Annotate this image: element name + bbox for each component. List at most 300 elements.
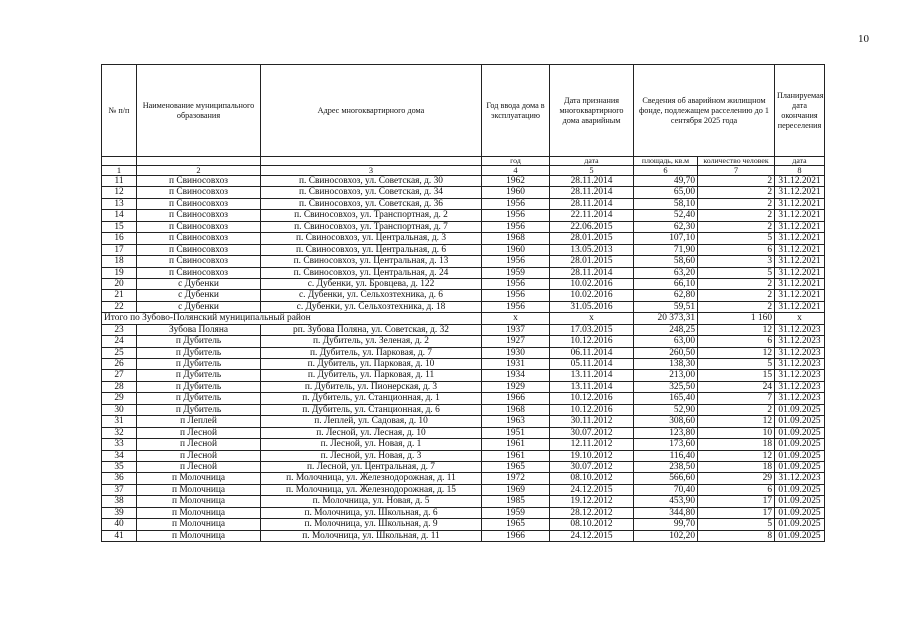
address-cell: с. Дубенки, ул. Бровцева, д. 122 — [261, 278, 482, 289]
subheader-planned: дата — [775, 157, 825, 166]
table-row — [102, 210, 825, 221]
table-row — [102, 439, 825, 450]
people-cell: 12 — [698, 450, 775, 461]
total-area: 20 373,31 — [634, 313, 698, 324]
address-cell: п. Молочница, ул. Железнодорожная, д. 11 — [261, 473, 482, 484]
date-cell: 22.11.2014 — [550, 210, 634, 221]
area-cell: 52,90 — [634, 404, 698, 415]
people-cell: 6 — [698, 484, 775, 495]
year-cell: 1959 — [482, 507, 550, 518]
planned-date-cell: 31.12.2021 — [775, 278, 825, 289]
year-cell: 1968 — [482, 233, 550, 244]
table-row — [102, 324, 825, 335]
date-cell: 13.11.2014 — [550, 381, 634, 392]
address-cell: п. Дубитель, ул. Парковая, д. 7 — [261, 347, 482, 358]
header-planned: Планируемая дата окончания переселения — [775, 65, 825, 157]
planned-date-cell: 31.12.2023 — [775, 359, 825, 370]
planned-date-cell: 31.12.2021 — [775, 301, 825, 312]
address-cell: п. Молочница, ул. Железнодорожная, д. 15 — [261, 484, 482, 495]
date-cell: 24.12.2015 — [550, 530, 634, 541]
area-cell: 173,60 — [634, 439, 698, 450]
municipality-cell: п Дубитель — [137, 393, 261, 404]
table-row — [102, 347, 825, 358]
row-number: 35 — [102, 461, 137, 472]
address-cell: п. Свиносовхоз, ул. Центральная, д. 24 — [261, 267, 482, 278]
municipality-cell: с Дубенки — [137, 278, 261, 289]
area-cell: 308,60 — [634, 416, 698, 427]
emergency-housing-table — [101, 64, 825, 542]
people-cell: 18 — [698, 461, 775, 472]
date-cell: 08.10.2012 — [550, 519, 634, 530]
municipality-cell: п Молочница — [137, 496, 261, 507]
municipality-cell: п Свиносовхоз — [137, 233, 261, 244]
area-cell: 63,00 — [634, 336, 698, 347]
year-cell: 1972 — [482, 473, 550, 484]
year-cell: 1968 — [482, 404, 550, 415]
row-number: 15 — [102, 221, 137, 232]
area-cell: 99,70 — [634, 519, 698, 530]
year-cell: 1956 — [482, 301, 550, 312]
municipality-cell: Зубова Поляна — [137, 324, 261, 335]
municipality-cell: п Молочница — [137, 519, 261, 530]
area-cell: 123,80 — [634, 427, 698, 438]
people-cell: 29 — [698, 473, 775, 484]
address-cell: п. Лесной, ул. Новая, д. 1 — [261, 439, 482, 450]
people-cell: 2 — [698, 187, 775, 198]
area-cell: 453,90 — [634, 496, 698, 507]
table-row — [102, 496, 825, 507]
municipality-cell: п Свиносовхоз — [137, 256, 261, 267]
table-row — [102, 519, 825, 530]
people-cell: 5 — [698, 267, 775, 278]
row-number: 30 — [102, 404, 137, 415]
header-address: Адрес многоквартирного дома — [261, 65, 482, 157]
date-cell: 19.10.2012 — [550, 450, 634, 461]
planned-date-cell: 31.12.2021 — [775, 221, 825, 232]
address-cell: п. Свиносовхоз, ул. Советская, д. 34 — [261, 187, 482, 198]
row-number: 17 — [102, 244, 137, 255]
area-cell: 116,40 — [634, 450, 698, 461]
municipality-cell: с Дубенки — [137, 301, 261, 312]
address-cell: рп. Зубова Поляна, ул. Советская, д. 32 — [261, 324, 482, 335]
municipality-cell: п Дубитель — [137, 404, 261, 415]
municipality-cell: п Свиносовхоз — [137, 267, 261, 278]
year-cell: 1956 — [482, 256, 550, 267]
header-municipality: Наименование муниципального образования — [137, 65, 261, 157]
row-number: 34 — [102, 450, 137, 461]
municipality-cell: п Леплей — [137, 416, 261, 427]
people-cell: 12 — [698, 416, 775, 427]
subheader-people: количество человек — [698, 157, 775, 166]
subheader-year: год — [482, 157, 550, 166]
area-cell: 102,20 — [634, 530, 698, 541]
people-cell: 5 — [698, 359, 775, 370]
header-row — [102, 65, 825, 157]
planned-date-cell: 31.12.2021 — [775, 267, 825, 278]
date-cell: 10.12.2016 — [550, 404, 634, 415]
total-people: 1 160 — [698, 313, 775, 324]
date-cell: 28.11.2014 — [550, 187, 634, 198]
municipality-cell: п Дубитель — [137, 381, 261, 392]
people-cell: 17 — [698, 507, 775, 518]
people-cell: 24 — [698, 381, 775, 392]
area-cell: 52,40 — [634, 210, 698, 221]
year-cell: 1937 — [482, 324, 550, 335]
municipality-cell: п Молочница — [137, 473, 261, 484]
column-number-row — [102, 166, 825, 176]
year-cell: 1963 — [482, 416, 550, 427]
municipality-cell: п Лесной — [137, 461, 261, 472]
total-row — [102, 313, 825, 324]
row-number: 33 — [102, 439, 137, 450]
year-cell: 1934 — [482, 370, 550, 381]
people-cell: 18 — [698, 439, 775, 450]
row-number: 40 — [102, 519, 137, 530]
planned-date-cell: 31.12.2021 — [775, 187, 825, 198]
table-row — [102, 427, 825, 438]
people-cell: 5 — [698, 519, 775, 530]
date-cell: 28.11.2014 — [550, 176, 634, 187]
people-cell: 6 — [698, 244, 775, 255]
area-cell: 325,50 — [634, 381, 698, 392]
area-cell: 58,10 — [634, 198, 698, 209]
column-number: 5 — [550, 166, 634, 176]
date-cell: 19.12.2012 — [550, 496, 634, 507]
address-cell: п. Лесной, ул. Новая, д. 3 — [261, 450, 482, 461]
municipality-cell: п Свиносовхоз — [137, 187, 261, 198]
people-cell: 6 — [698, 336, 775, 347]
address-cell: п. Молочница, ул. Школьная, д. 11 — [261, 530, 482, 541]
table-row — [102, 301, 825, 312]
address-cell: п. Дубитель, ул. Станционная, д. 6 — [261, 404, 482, 415]
date-cell: 13.11.2014 — [550, 370, 634, 381]
date-cell: 06.11.2014 — [550, 347, 634, 358]
row-number: 16 — [102, 233, 137, 244]
table-row — [102, 404, 825, 415]
year-cell: 1956 — [482, 290, 550, 301]
planned-date-cell: 01.09.2025 — [775, 404, 825, 415]
municipality-cell: п Дубитель — [137, 336, 261, 347]
planned-date-cell: 01.09.2025 — [775, 484, 825, 495]
municipality-cell: п Дубитель — [137, 347, 261, 358]
municipality-cell: п Свиносовхоз — [137, 198, 261, 209]
people-cell: 2 — [698, 278, 775, 289]
address-cell: п. Молочница, ул. Новая, д. 5 — [261, 496, 482, 507]
address-cell: п. Свиносовхоз, ул. Советская, д. 30 — [261, 176, 482, 187]
area-cell: 107,10 — [634, 233, 698, 244]
row-number: 12 — [102, 187, 137, 198]
municipality-cell: п Молочница — [137, 530, 261, 541]
address-cell: п. Дубитель, ул. Пионерская, д. 3 — [261, 381, 482, 392]
year-cell: 1959 — [482, 267, 550, 278]
year-cell: 1956 — [482, 278, 550, 289]
municipality-cell: п Свиносовхоз — [137, 221, 261, 232]
address-cell: с. Дубенки, ул. Сельхозтехника, д. 6 — [261, 290, 482, 301]
table-row — [102, 336, 825, 347]
people-cell: 2 — [698, 210, 775, 221]
year-cell: 1956 — [482, 198, 550, 209]
table-row — [102, 278, 825, 289]
date-cell: 30.07.2012 — [550, 427, 634, 438]
people-cell: 2 — [698, 221, 775, 232]
people-cell: 5 — [698, 233, 775, 244]
people-cell: 12 — [698, 324, 775, 335]
address-cell: п. Леплей, ул. Садовая, д. 10 — [261, 416, 482, 427]
row-number: 20 — [102, 278, 137, 289]
municipality-cell: п Свиносовхоз — [137, 244, 261, 255]
date-cell: 10.12.2016 — [550, 336, 634, 347]
municipality-cell: п Дубитель — [137, 359, 261, 370]
planned-date-cell: 01.09.2025 — [775, 439, 825, 450]
address-cell: п. Лесной, ул. Лесная, д. 10 — [261, 427, 482, 438]
address-cell: п. Молочница, ул. Школьная, д. 9 — [261, 519, 482, 530]
year-cell: 1927 — [482, 336, 550, 347]
row-number: 31 — [102, 416, 137, 427]
planned-date-cell: 31.12.2023 — [775, 324, 825, 335]
address-cell: п. Свиносовхоз, ул. Транспортная, д. 7 — [261, 221, 482, 232]
date-cell: 28.11.2014 — [550, 198, 634, 209]
date-cell: 12.11.2012 — [550, 439, 634, 450]
municipality-cell: п Молочница — [137, 484, 261, 495]
area-cell: 59,51 — [634, 301, 698, 312]
year-cell: 1960 — [482, 187, 550, 198]
date-cell: 10.02.2016 — [550, 278, 634, 289]
subheader-row — [102, 157, 825, 166]
row-number: 18 — [102, 256, 137, 267]
row-number: 13 — [102, 198, 137, 209]
row-number: 41 — [102, 530, 137, 541]
area-cell: 213,00 — [634, 370, 698, 381]
year-cell: 1956 — [482, 210, 550, 221]
row-number: 25 — [102, 347, 137, 358]
table-row — [102, 450, 825, 461]
planned-date-cell: 31.12.2023 — [775, 393, 825, 404]
column-number: 7 — [698, 166, 775, 176]
people-cell: 2 — [698, 290, 775, 301]
subheader-date: дата — [550, 157, 634, 166]
address-cell: п. Свиносовхоз, ул. Советская, д. 36 — [261, 198, 482, 209]
date-cell: 28.01.2015 — [550, 256, 634, 267]
year-cell: 1985 — [482, 496, 550, 507]
date-cell: 10.12.2016 — [550, 393, 634, 404]
area-cell: 138,30 — [634, 359, 698, 370]
row-number: 19 — [102, 267, 137, 278]
date-cell: 28.11.2014 — [550, 267, 634, 278]
people-cell: 3 — [698, 256, 775, 267]
planned-date-cell: 31.12.2021 — [775, 290, 825, 301]
address-cell: п. Свиносовхоз, ул. Центральная, д. 6 — [261, 244, 482, 255]
year-cell: 1965 — [482, 519, 550, 530]
area-cell: 238,50 — [634, 461, 698, 472]
row-number: 22 — [102, 301, 137, 312]
planned-date-cell: 31.12.2021 — [775, 198, 825, 209]
people-cell: 2 — [698, 176, 775, 187]
planned-date-cell: 01.09.2025 — [775, 450, 825, 461]
address-cell: п. Дубитель, ул. Парковая, д. 10 — [261, 359, 482, 370]
date-cell: 30.07.2012 — [550, 461, 634, 472]
row-number: 27 — [102, 370, 137, 381]
area-cell: 260,50 — [634, 347, 698, 358]
total-label: Итого по Зубово-Полянский муниципальный район — [102, 313, 482, 324]
planned-date-cell: 31.12.2023 — [775, 370, 825, 381]
municipality-cell: п Дубитель — [137, 370, 261, 381]
year-cell: 1931 — [482, 359, 550, 370]
municipality-cell: с Дубенки — [137, 290, 261, 301]
table-row — [102, 290, 825, 301]
year-cell: 1965 — [482, 461, 550, 472]
address-cell: п. Дубитель, ул. Парковая, д. 11 — [261, 370, 482, 381]
planned-date-cell: 31.12.2021 — [775, 256, 825, 267]
row-number: 39 — [102, 507, 137, 518]
table-row — [102, 484, 825, 495]
area-cell: 62,30 — [634, 221, 698, 232]
area-cell: 566,60 — [634, 473, 698, 484]
planned-date-cell: 01.09.2025 — [775, 461, 825, 472]
table-row — [102, 530, 825, 541]
municipality-cell: п Лесной — [137, 450, 261, 461]
row-number: 23 — [102, 324, 137, 335]
address-cell: п. Свиносовхоз, ул. Центральная, д. 13 — [261, 256, 482, 267]
year-cell: 1960 — [482, 244, 550, 255]
table-row — [102, 473, 825, 484]
people-cell: 12 — [698, 347, 775, 358]
header-date: Дата признания многоквартирного дома аварийным — [550, 65, 634, 157]
area-cell: 63,20 — [634, 267, 698, 278]
header-num: № п/п — [102, 65, 137, 157]
table-row — [102, 187, 825, 198]
address-cell: п. Свиносовхоз, ул. Транспортная, д. 2 — [261, 210, 482, 221]
table-row — [102, 381, 825, 392]
date-cell: 05.11.2014 — [550, 359, 634, 370]
municipality-cell: п Свиносовхоз — [137, 176, 261, 187]
column-number: 3 — [261, 166, 482, 176]
date-cell: 31.05.2016 — [550, 301, 634, 312]
people-cell: 7 — [698, 393, 775, 404]
people-cell: 8 — [698, 530, 775, 541]
area-cell: 66,10 — [634, 278, 698, 289]
total-year: х — [482, 313, 550, 324]
column-number: 1 — [102, 166, 137, 176]
planned-date-cell: 31.12.2021 — [775, 176, 825, 187]
table-row — [102, 507, 825, 518]
table-row — [102, 221, 825, 232]
municipality-cell: п Лесной — [137, 439, 261, 450]
planned-date-cell: 01.09.2025 — [775, 519, 825, 530]
area-cell: 58,60 — [634, 256, 698, 267]
year-cell: 1961 — [482, 439, 550, 450]
people-cell: 2 — [698, 301, 775, 312]
year-cell: 1966 — [482, 530, 550, 541]
row-number: 32 — [102, 427, 137, 438]
planned-date-cell: 01.09.2025 — [775, 507, 825, 518]
table-row — [102, 393, 825, 404]
table-row — [102, 461, 825, 472]
planned-date-cell: 01.09.2025 — [775, 496, 825, 507]
year-cell: 1969 — [482, 484, 550, 495]
year-cell: 1956 — [482, 221, 550, 232]
column-number: 2 — [137, 166, 261, 176]
table-row — [102, 416, 825, 427]
year-cell: 1961 — [482, 450, 550, 461]
address-cell: с. Дубенки, ул. Сельхозтехника, д. 18 — [261, 301, 482, 312]
date-cell: 28.01.2015 — [550, 233, 634, 244]
area-cell: 70,40 — [634, 484, 698, 495]
row-number: 11 — [102, 176, 137, 187]
area-cell: 65,00 — [634, 187, 698, 198]
date-cell: 24.12.2015 — [550, 484, 634, 495]
table-row — [102, 233, 825, 244]
people-cell: 10 — [698, 427, 775, 438]
table-row — [102, 244, 825, 255]
date-cell: 28.12.2012 — [550, 507, 634, 518]
row-number: 24 — [102, 336, 137, 347]
area-cell: 62,80 — [634, 290, 698, 301]
planned-date-cell: 31.12.2021 — [775, 244, 825, 255]
address-cell: п. Дубитель, ул. Зеленая, д. 2 — [261, 336, 482, 347]
date-cell: 13.05.2013 — [550, 244, 634, 255]
row-number: 29 — [102, 393, 137, 404]
row-number: 38 — [102, 496, 137, 507]
planned-date-cell: 31.12.2023 — [775, 347, 825, 358]
people-cell: 2 — [698, 198, 775, 209]
header-fund: Сведения об аварийном жилищном фонде, подлежащем расселению до 1 сентября 2025 года — [634, 65, 775, 157]
area-cell: 165,40 — [634, 393, 698, 404]
date-cell: 22.06.2015 — [550, 221, 634, 232]
row-number: 36 — [102, 473, 137, 484]
address-cell: п. Лесной, ул. Центральная, д. 7 — [261, 461, 482, 472]
year-cell: 1951 — [482, 427, 550, 438]
date-cell: 17.03.2015 — [550, 324, 634, 335]
planned-date-cell: 31.12.2021 — [775, 233, 825, 244]
table-row — [102, 176, 825, 187]
planned-date-cell: 31.12.2023 — [775, 336, 825, 347]
municipality-cell: п Свиносовхоз — [137, 210, 261, 221]
area-cell: 248,25 — [634, 324, 698, 335]
planned-date-cell: 31.12.2023 — [775, 381, 825, 392]
planned-date-cell: 01.09.2025 — [775, 530, 825, 541]
row-number: 28 — [102, 381, 137, 392]
year-cell: 1930 — [482, 347, 550, 358]
row-number: 37 — [102, 484, 137, 495]
table-row — [102, 256, 825, 267]
planned-date-cell: 31.12.2023 — [775, 473, 825, 484]
area-cell: 49,70 — [634, 176, 698, 187]
planned-date-cell: 01.09.2025 — [775, 416, 825, 427]
year-cell: 1929 — [482, 381, 550, 392]
area-cell: 71,90 — [634, 244, 698, 255]
address-cell: п. Молочница, ул. Школьная, д. 6 — [261, 507, 482, 518]
row-number: 26 — [102, 359, 137, 370]
municipality-cell: п Молочница — [137, 507, 261, 518]
total-date: х — [550, 313, 634, 324]
column-number: 4 — [482, 166, 550, 176]
header-year: Год ввода дома в эксплуатацию — [482, 65, 550, 157]
table-row — [102, 370, 825, 381]
row-number: 14 — [102, 210, 137, 221]
address-cell: п. Свиносовхоз, ул. Центральная, д. 3 — [261, 233, 482, 244]
date-cell: 08.10.2012 — [550, 473, 634, 484]
area-cell: 344,80 — [634, 507, 698, 518]
address-cell: п. Дубитель, ул. Станционная, д. 1 — [261, 393, 482, 404]
people-cell: 2 — [698, 404, 775, 415]
date-cell: 30.11.2012 — [550, 416, 634, 427]
table-row — [102, 198, 825, 209]
people-cell: 17 — [698, 496, 775, 507]
date-cell: 10.02.2016 — [550, 290, 634, 301]
table-row — [102, 359, 825, 370]
column-number: 8 — [775, 166, 825, 176]
table-row — [102, 267, 825, 278]
